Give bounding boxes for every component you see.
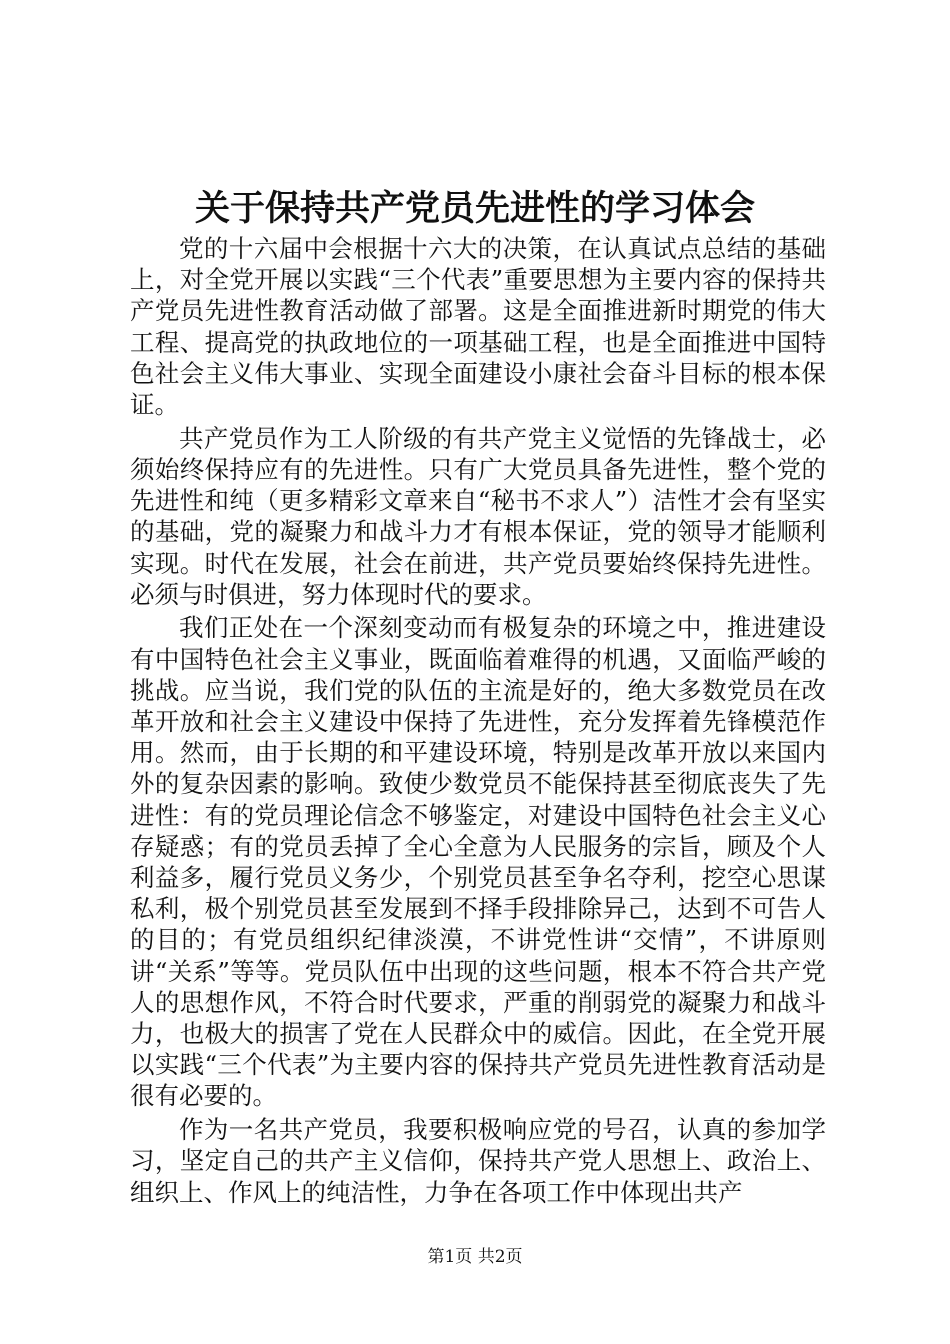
document-body (130, 233, 826, 1208)
body-paragraph-2: 共产党员作为工人阶级的有共产党主义觉悟的先锋战士，必须始终保持应有的先进性。只有广大党员具备先进性，整个党的先进性和纯（更多精彩文章来自“秘书不求人”）洁性才会有坚实的基础，党的凝聚力和战斗力才有根本保证，党的领导才能顺利实现。时代在发展，社会在前进，共产党员要始终保持先进性。必须与时俱进，努力体现时代的要求。 (130, 423, 826, 609)
body-paragraph-1: 党的十六届中会根据十六大的决策，在认真试点总结的基础上，对全党开展以实践“三个代表”重要思想为主要内容的保持共产党员先进性教育活动做了部署。这是全面推进新时期党的伟大工程、提高党的执政地位的一项基础工程，也是全面推进中国特色社会主义伟大事业、实现全面建设小康社会奋斗目标的根本保证。 (130, 234, 826, 420)
body-paragraph-4: 作为一名共产党员，我要积极响应党的号召，认真的参加学习，坚定自己的共产主义信仰，保持共产党人思想上、政治上、组织上、作风上的纯洁性，力争在各项工作中体现出共产 (130, 1115, 826, 1207)
page-number-footer: 第1页 共2页 (427, 1247, 523, 1267)
document-title: 关于保持共产党员先进性的学习体会 (194, 188, 755, 229)
body-paragraph-3: 我们正处在一个深刻变动而有极复杂的环境之中，推进建设有中国特色社会主义事业，既面临着难得的机遇，又面临严峻的挑战。应当说，我们党的队伍的主流是好的，绝大多数党员在改革开放和社会主义建设中保持了先进性，充分发挥着先锋模范作用。然而，由于长期的和平建设环境，特别是改革开放以来国内外的复杂因素的影响。致使少数党员不能保持甚至彻底丧失了先进性：有的党员理论信念不够鉴定，对建设中国特色社会主义心存疑惑；有的党员丢掉了全心全意为人民服务的宗旨，顾及个人利益多，履行党员义务少，个别党员甚至争名夺利，挖空心思谋私利，极个别党员甚至发展到不择手段排除异己，达到不可告人的目的；有党员组织纪律淡漠，不讲党性讲“交情”，不讲原则讲“关系”等等。党员队伍中出现的这些问题，根本不符合共产党人的思想作风，不符合时代要求，严重的削弱党的凝聚力和战斗力，也极大的损害了党在人民群众中的威信。因此，在全党开展以实践“三个代表”为主要内容的保持共产党员先进性教育活动是很有必要的。 (130, 613, 826, 1111)
